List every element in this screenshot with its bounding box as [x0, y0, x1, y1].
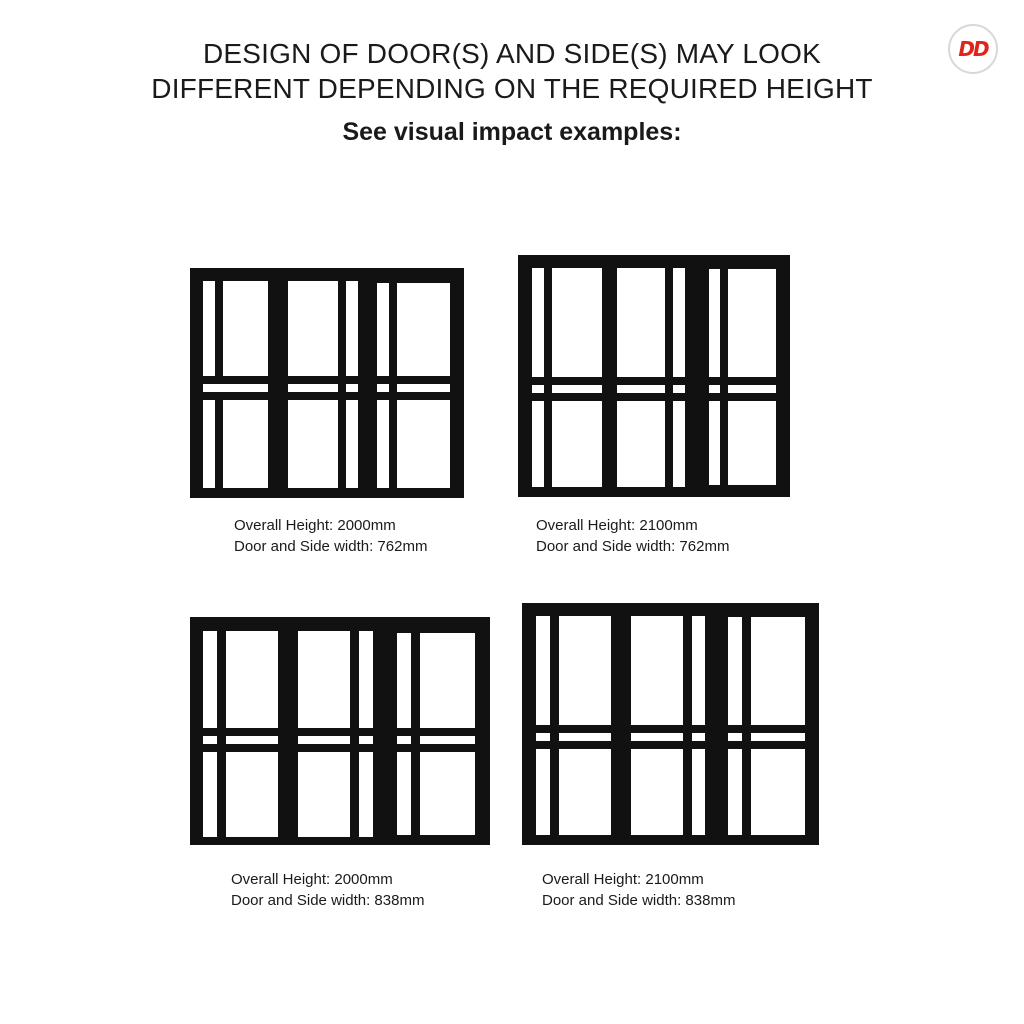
door-set-2000-762: [190, 268, 464, 498]
brand-logo: [948, 24, 998, 74]
caption-2000-838: [231, 869, 424, 911]
caption-2000-762: [234, 515, 427, 557]
door-side-width-text: Door and Side width: 762mm: [536, 538, 730, 555]
caption-2100-762: [536, 515, 729, 557]
door-set-2100-762-drawing: [518, 255, 790, 497]
overall-height-text: Overall Height: 2100mm: [542, 871, 704, 888]
door-side-width-text: Door and Side width: 838mm: [231, 892, 425, 909]
door-set-2000-838-drawing: [190, 617, 490, 845]
door-set-2000-762-drawing: [190, 268, 464, 498]
caption-2100-838: [542, 869, 735, 911]
door-set-2100-762: [518, 255, 790, 497]
overall-height-text: Overall Height: 2100mm: [536, 517, 698, 534]
door-set-2100-838: [522, 603, 819, 845]
title-line-2: DIFFERENT DEPENDING ON THE REQUIRED HEIGHT: [151, 73, 873, 104]
door-side-width-text: Door and Side width: 838mm: [542, 892, 736, 909]
door-set-2100-838-drawing: [522, 603, 819, 845]
door-set-2000-838: [190, 617, 490, 845]
door-side-width-text: Door and Side width: 762mm: [234, 538, 428, 555]
overall-height-text: Overall Height: 2000mm: [234, 517, 396, 534]
subtitle: See visual impact examples:: [342, 118, 682, 146]
brand-logo-text: DD: [958, 37, 988, 61]
title-line-1: DESIGN OF DOOR(S) AND SIDE(S) MAY LOOK: [203, 38, 821, 69]
overall-height-text: Overall Height: 2000mm: [231, 871, 393, 888]
